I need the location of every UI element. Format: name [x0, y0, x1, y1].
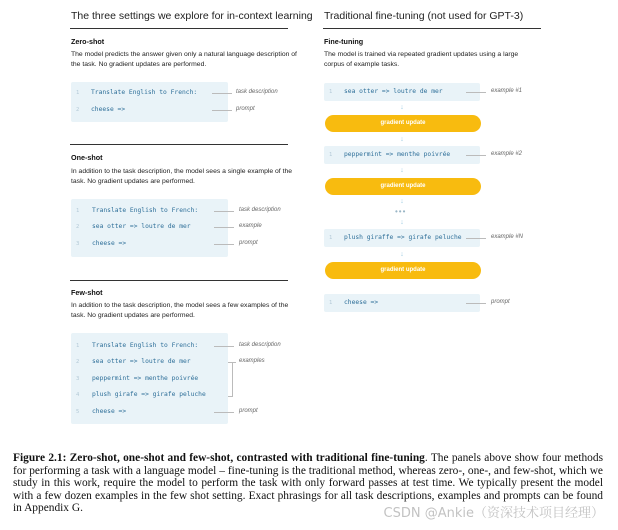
- down-arrow-icon: ↓: [400, 167, 404, 174]
- annotation-leader: [214, 412, 234, 413]
- down-arrow-icon: ↓: [400, 219, 404, 226]
- line-number: 1: [329, 235, 333, 241]
- line-number: 1: [329, 89, 333, 95]
- ellipsis-dots-icon: •••: [395, 207, 407, 216]
- fine-tuning-description: The model is trained via repeated gradient updates using a large corpus of example tasks.: [324, 51, 519, 68]
- annotation-leader: [466, 303, 486, 304]
- zero-shot-panel: [71, 82, 228, 122]
- right-title-rule: [323, 28, 541, 29]
- fine-tuning-prompt: cheese =>: [344, 299, 379, 306]
- fine-tuning-example-1: sea otter => loutre de mer: [344, 88, 443, 95]
- gradient-update-2: gradient update: [325, 178, 481, 195]
- fine-tuning-heading: Fine-tuning: [324, 37, 364, 46]
- few-shot-task-line: Translate English to French:: [92, 342, 199, 349]
- line-number: 1: [76, 90, 80, 96]
- annotation-leader: [466, 92, 486, 93]
- annotation-leader: [466, 238, 486, 239]
- few-shot-prompt-line: cheese =>: [92, 408, 127, 415]
- one-shot-description: In addition to the task description, the model sees a single example of the task. No gradient updates are performed.: [71, 168, 293, 185]
- few-shot-example-line: peppermint => menthe poivrée: [92, 375, 199, 382]
- few-shot-annotation-examples: examples: [239, 358, 265, 364]
- zero-shot-annotation-task: task description: [236, 89, 278, 95]
- zero-one-divider: [70, 144, 288, 145]
- line-number: 1: [76, 343, 80, 349]
- down-arrow-icon: ↓: [400, 198, 404, 205]
- one-few-divider: [70, 280, 288, 281]
- fine-tuning-example-2: peppermint => menthe poivrée: [344, 151, 451, 158]
- one-shot-annotation-example: example: [239, 223, 262, 229]
- line-number: 1: [329, 300, 333, 306]
- zero-shot-description: The model predicts the answer given only a natural language description of the task. No gradient updates are performed.: [71, 51, 297, 68]
- few-shot-example-line: sea otter => loutre de mer: [92, 358, 191, 365]
- zero-shot-annotation-prompt: prompt: [236, 106, 255, 112]
- annotation-leader: [214, 211, 234, 212]
- annotation-leader: [212, 93, 232, 94]
- few-shot-heading: Few-shot: [71, 288, 103, 297]
- few-shot-annotation-prompt: prompt: [239, 408, 258, 414]
- fine-tuning-example-n: plush giraffe => girafe peluche: [344, 234, 462, 241]
- annotation-leader: [214, 346, 234, 347]
- down-arrow-icon: ↓: [400, 136, 404, 143]
- line-number: 1: [76, 208, 80, 214]
- one-shot-annotation-prompt: prompt: [239, 240, 258, 246]
- one-shot-heading: One-shot: [71, 153, 103, 162]
- caption-bold: Figure 2.1: Zero-shot, one-shot and few-shot, contrasted with traditional fine-tuning: [13, 452, 425, 464]
- line-number: 4: [76, 392, 80, 398]
- line-number: 3: [76, 376, 80, 382]
- zero-shot-prompt-line: cheese =>: [91, 106, 126, 113]
- left-title-rule: [70, 28, 288, 29]
- annotation-leader: [466, 155, 486, 156]
- right-column-title: Traditional fine-tuning (not used for GPT-3): [324, 10, 524, 22]
- annotation-leader: [214, 244, 234, 245]
- annotation-leader: [232, 362, 236, 363]
- gradient-update-1: gradient update: [325, 115, 481, 132]
- line-number: 5: [76, 409, 80, 415]
- caption-text: . The panels above show four methods for performing a task with a language model – fine-tuning is the traditional method, whereas zero-, one-, and few-shot, which we study in this work, require the model to perform the task with only forward passes at test time. We typically present the model with a few dozen examples in the few shot setting. Exact phrasings for all task descriptions, examples and prompts can be found in Appendix G.: [13, 452, 604, 515]
- fine-tuning-annotation-n: example #N: [491, 234, 524, 240]
- line-number: 1: [329, 152, 333, 158]
- zero-shot-task-line: Translate English to French:: [91, 89, 198, 96]
- one-shot-example-line: sea otter => loutre de mer: [92, 223, 191, 230]
- fine-tuning-annotation-prompt: prompt: [491, 299, 510, 305]
- zero-shot-heading: Zero-shot: [71, 37, 105, 46]
- fine-tuning-annotation-2: example #2: [491, 151, 523, 157]
- left-column-title: The three settings we explore for in-context learning: [71, 10, 313, 22]
- examples-brace: [228, 362, 233, 397]
- few-shot-description: In addition to the task description, the model sees a few examples of the task. No gradient updates are performed.: [71, 302, 289, 319]
- line-number: 2: [76, 359, 80, 365]
- annotation-leader: [214, 227, 234, 228]
- annotation-leader: [212, 110, 232, 111]
- gradient-update-n: gradient update: [325, 262, 481, 279]
- fine-tuning-annotation-1: example #1: [491, 88, 523, 94]
- few-shot-example-line: plush girafe => girafe peluche: [92, 391, 206, 398]
- line-number: 2: [76, 107, 80, 113]
- watermark: CSDN @Ankie（资深技术项目经理）: [383, 506, 604, 521]
- line-number: 2: [76, 224, 80, 230]
- one-shot-annotation-task: task description: [239, 207, 281, 213]
- few-shot-annotation-task: task description: [239, 342, 281, 348]
- down-arrow-icon: ↓: [400, 251, 404, 258]
- one-shot-prompt-line: cheese =>: [92, 240, 127, 247]
- down-arrow-icon: ↓: [400, 104, 404, 111]
- line-number: 3: [76, 241, 80, 247]
- one-shot-task-line: Translate English to French:: [92, 207, 199, 214]
